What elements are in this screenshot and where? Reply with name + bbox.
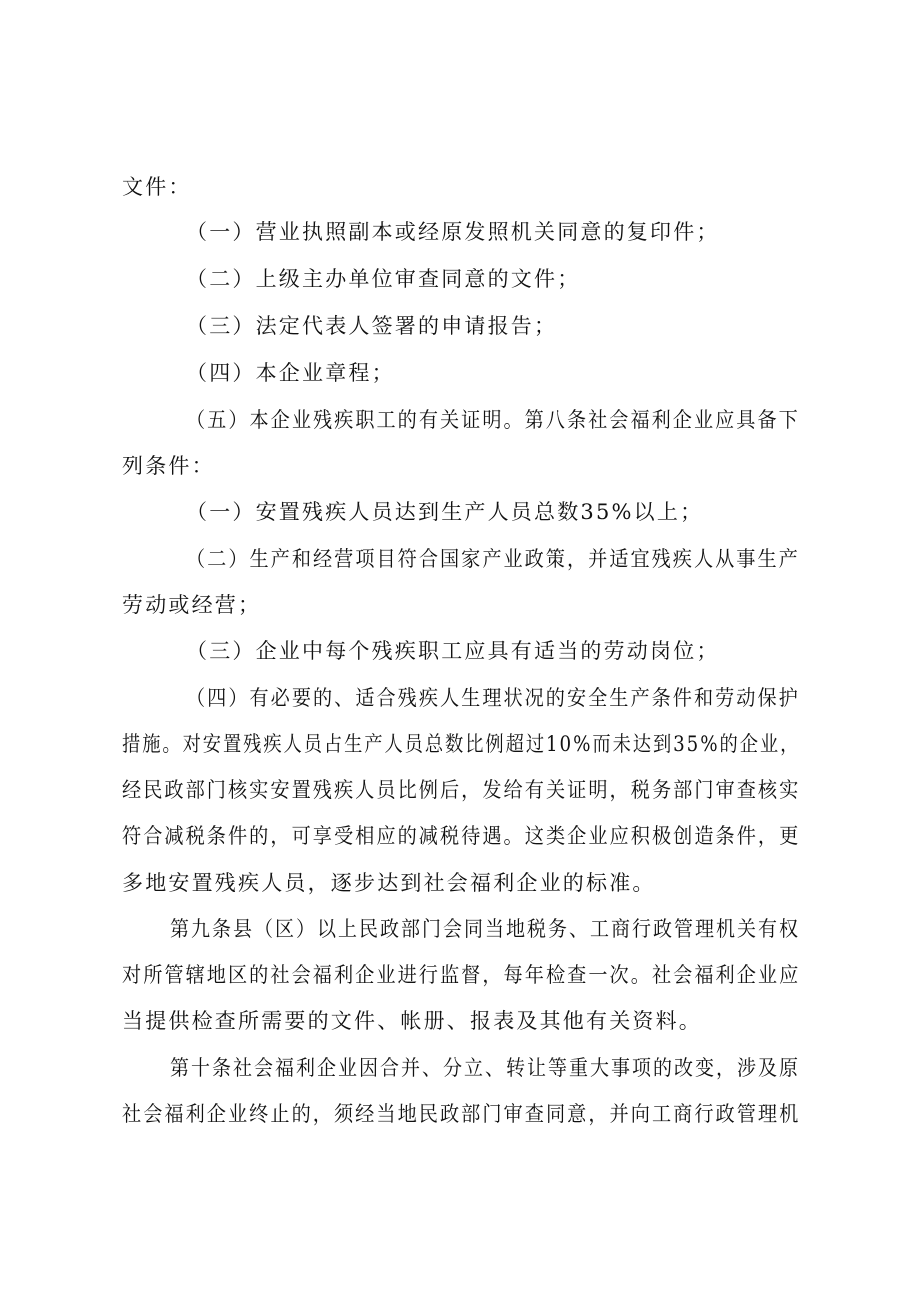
text-line: （二）上级主办单位审查同意的文件； <box>186 267 581 291</box>
text-line: 当提供检查所需要的文件、帐册、报表及其他有关资料。 <box>122 1009 702 1033</box>
text-line: （一）营业执照副本或经原发照机关同意的复印件； <box>186 220 720 244</box>
text-line: 文件： <box>122 175 192 199</box>
text-line: （一）安置残疾人员达到生产人员总数35%以上； <box>186 500 704 524</box>
text-line: 符合减税条件的，可享受相应的减税待遇。这类企业应积极创造条件，更 <box>122 824 801 848</box>
text-line: 多地安置残疾人员，逐步达到社会福利企业的标准。 <box>122 871 656 895</box>
text-line: 第十条社会福利企业因合并、分立、转让等重大事项的改变，涉及原 <box>170 1056 801 1080</box>
text-line: （四）有必要的、适合残疾人生理状况的安全生产条件和劳动保护 <box>186 686 800 710</box>
text-line: 列条件： <box>122 454 215 478</box>
text-line: 劳动或经营； <box>122 593 262 617</box>
text-line: （二）生产和经营项目符合国家产业政策，并适宜残疾人从事生产 <box>186 547 800 571</box>
text-line: （五）本企业残疾职工的有关证明。第八条社会福利企业应具备下 <box>186 408 800 432</box>
text-line: （三）法定代表人签署的申请报告； <box>186 314 558 338</box>
text-line: 措施。对安置残疾人员占生产人员总数比例超过10%而未达到35%的企业， <box>122 732 801 756</box>
text-line: 社会福利企业终止的，须经当地民政部门审查同意，并向工商行政管理机 <box>122 1102 801 1126</box>
text-line: （三）企业中每个残疾职工应具有适当的劳动岗位； <box>186 639 720 663</box>
text-line: 对所管辖地区的社会福利企业进行监督，每年检查一次。社会福利企业应 <box>122 963 801 987</box>
text-line: 经民政部门核实安置残疾人员比例后，发给有关证明，税务部门审查核实 <box>122 778 801 802</box>
text-line: （四）本企业章程； <box>186 361 395 385</box>
text-line: 第九条县（区）以上民政部门会同当地税务、工商行政管理机关有权 <box>170 917 801 941</box>
